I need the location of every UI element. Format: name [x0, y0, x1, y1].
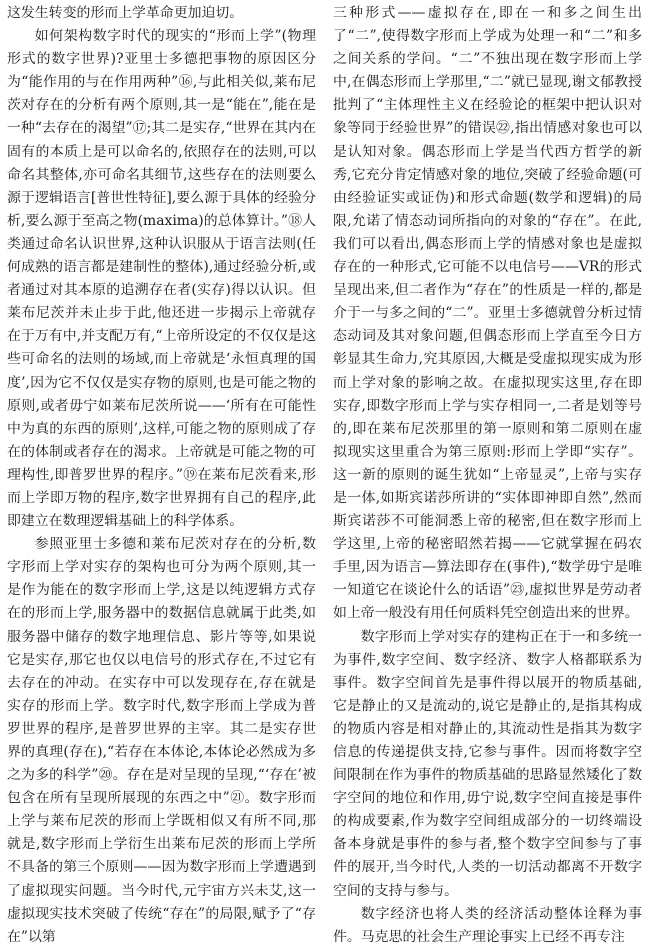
right-column [333, 0, 642, 945]
paragraph: 数字经济也将人类的经济活动整体诠释为事件。马克思的社会生产理论事实上已经不再专注 [333, 905, 642, 945]
paragraph: 数字形而上学对实存的建构正在于一和多统一为事件,数字空间、数字经济、数字人格都联系为事件。数字空间首先是事件得以展开的物质基础,它是静止的又是流动的,说它是静止的,是指其构成的物质内容是相对静止的,其流动性是指其为数字信息的传递提供支持,它参与事件。因而将数字空间限制在作为事件的物质基础的思路显然矮化了数字空间的地位和作用,毋宁说,数字空间直接是事件的构成要素,作为数字空间组成部分的一切终端设备本身就是事件的参与者,整个数字空间参与了事件的展开,当今时代,人类的一切活动都离不开数字空间的支持与参与。 [333, 628, 642, 899]
left-column [7, 0, 316, 945]
paragraph: 如何架构数字时代的现实的“形而上学”(物理形式的数字世界)?亚里士多德把事物的原因区分为“能作用的与在作用两种”⑯,与此相关似,莱布尼茨对存在的分析有两个原则,其一是“能在”,能在是一种“去存在的渴望”⑰;其二是实存,“世界在其内在固有的本质上是可以命名的,依照存在的法则,可以命名其整体,亦可命名其细节,这些存在的法则要么源于逻辑语言[普世性特征],要么源于具体的经验分析,要么源于至高之物(maxima)的总体算计。”⑱人类通过命名认识世界,这种认识服从于语言法则(任何成熟的语言都是建制性的整体),通过经验分析,或者通过对其本原的追溯存在者(实存)得以认识。但莱布尼茨并未止步于此,他还进一步揭示上帝就存在于万有中,并支配万有,“上帝所设定的不仅仅是这些可命名的法则的场域,而上帝就是‘永恒真理的国度’,因为它不仅仅是实存物的原则,也是可能之物的原则,或者毋宁如莱布尼茨所说——‘所有在可能性中为真的东西的原则’,这样,可能之物的原则成了存在的体制或者存在的渴求。上帝就是可能之物的可理构性,即普罗世界的程序。”⑲在莱布尼茨看来,形而上学即万物的程序,数字世界拥有自己的程序,此即建立在数理逻辑基础上的科学体系。 [7, 28, 316, 530]
paragraph: 三种形式——虚拟存在,即在一和多之间生出了“二”,使得数字形而上学成为处理一和“二”和多之间关系的学问。“二”不独出现在数字形而上学中,在偶态形而上学那里,“二”就已显现,谢文郁教授批判了“主体理性主义在经验论的框架中把认识对象等同于经验世界”的错误㉒,指出情感对象也可以是认知对象。偶态形而上学是当代西方哲学的新秀,它充分肯定情感对象的地位,突破了经验命题(可由经验证实或证伪)和形式命题(数学和逻辑)的局限,允诺了情态动词所指向的对象的“存在”。在此,我们可以看出,偶态形而上学的情感对象也是虚拟存在的一种形式,它可能不以电信号——VR的形式呈现出来,但二者作为“存在”的性质是一样的,都是介于一与多之间的“二”。亚里士多德就曾分析过情态动词及其对象问题,但偶态形而上学直至今日方彰显其生命力,究其原因,大概是受虚拟现实成为形而上学对象的影响之故。在虚拟现实这里,存在即实存,即数字形而上学与实存相同一,二者是划等号的,即在莱布尼茨那里的第一原则和第二原则在虚拟现实这里重合为第三原则:形而上学即“实存”。这一新的原则的诞生犹如“上帝显灵”,上帝与实存是一体,如斯宾诺莎所讲的“实体即神即自然”,然而斯宾诺莎不可能洞悉上帝的秘密,但在数字形而上学这里,上帝的秘密昭然若揭——它就掌握在码农手里,因为语言—算法即存在(事件),“数学毋宁是唯一知道它在谈论什么的话语”㉓,虚拟世界是劳动者如上帝一般没有用任何质料凭空创造出来的世界。 [333, 5, 642, 622]
paragraph: 参照亚里士多德和莱布尼茨对存在的分析,数字形而上学对实存的架构也可分为两个原则,其一是作为能在的数字形而上学,这是以纯逻辑方式存在的形而上学,服务器中的数据信息就属于此类,如服务器中储存的数字地理信息、影片等等,如果说它是实存,那它也仅以电信号的形式存在,不过它有去存在的冲动。在实存中可以发现存在,存在就是实存的形而上学。数字时代,数字形而上学成为普罗世界的程序,是普罗世界的主宰。其二是实存世界的真理(存在),“若存在本体论,本体论必然成为多之为多的科学”⑳。存在是对呈现的呈现,“‘存在’被包含在所有呈现所展现的东西之中”㉑。数字形而上学与莱布尼茨的形而上学既相似又有所不同,那就是,数字形而上学衍生出莱布尼茨的形而上学所不具备的第三个原则——因为数字形而上学遭遇到了虚拟现实问题。当今时代,元宇宙方兴未艾,这一虚拟现实技术突破了传统“存在”的局限,赋予了“存在”以第 [7, 536, 316, 945]
paragraph: 这发生转变的形而上学革命更加迫切。 [7, 5, 244, 21]
